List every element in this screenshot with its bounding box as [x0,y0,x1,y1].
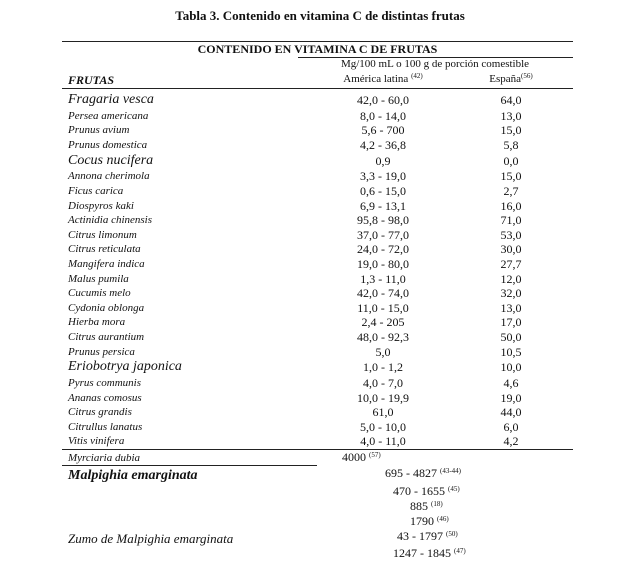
spain-value: 2,7 [503,184,519,198]
latam-value: 4,2 - 36,8 [360,138,406,152]
spain-value: 27,7 [500,257,522,271]
zumo-ref-1: (50) [446,530,458,538]
malpighia-ref-4: (46) [437,515,449,523]
fruit-name: Persea americana [68,109,149,122]
malpighia-ref-2: (45) [448,485,460,493]
fruit-name: Citrullus lanatus [68,420,143,433]
fruit-name: Vitis vinifera [68,435,125,448]
latam-value: 4,0 - 7,0 [363,376,403,390]
spain-value: 13,0 [500,300,522,315]
spain-value: 10,0 [500,360,522,375]
latam-value: 61,0 [372,405,394,420]
latam-value: 4,0 - 11,0 [360,434,406,449]
malpighia-value-3: 885 $^{(18)}$ [410,499,443,513]
fruit-name: Cocus nucifera [68,152,154,168]
latam-reference: (42) [411,72,423,80]
fruit-name: Citrus reticulata [68,243,141,256]
spain-value: 32,0 [500,286,522,301]
myrciaria-fruit: Myrciaria dubia [68,452,140,464]
myrciaria-rule [62,465,317,466]
spain-value: 50,0 [500,330,522,344]
spain-value: 44,0 [500,405,522,420]
spain-value: 0,0 [503,153,519,168]
fruit-name: Prunus avium [68,124,130,137]
fruit-name: Citrus limonum [68,228,137,241]
table-title: CONTENIDO EN VITAMINA C DE FRUTAS [197,42,438,56]
zumo-ref-2: (47) [454,547,466,555]
spain-value: 64,0 [500,93,522,107]
spain-value: 71,0 [500,213,522,228]
latam-value: 3,3 - 19,0 [360,169,406,184]
latam-value: 95,8 - 98,0 [357,213,409,228]
myrciaria-reference: (57) [369,451,381,459]
fruit-name: Cydonia oblonga [68,301,145,314]
fruit-name: Actinidia chinensis [68,214,153,227]
latam-value: 0,6 - 15,0 [360,184,406,198]
fruit-name: Fragaria vesca [68,92,154,107]
latam-value: 10,0 - 19,9 [357,390,409,405]
malpighia-value-1: 695 - 4827 $^{(43-44)}$ [385,466,461,480]
latam-value: 5,0 - 10,0 [360,419,406,434]
spain-value: 6,0 [503,419,519,434]
fruit-name: Prunus domestica [68,139,148,151]
latam-value: 1,3 - 11,0 [360,271,406,286]
malpighia-ref-3: (18) [431,500,443,508]
latam-value: 42,0 - 60,0 [357,93,409,107]
spain-value: 17,0 [500,315,522,330]
spain-value: 30,0 [500,242,522,257]
fruit-column-header: FRUTAS [68,73,115,87]
fruit-name: Ananas comosus [68,391,142,404]
fruit-name: Citrus grandis [68,406,132,419]
fruit-name: Eriobotrya japonica [68,359,182,375]
latam-value: 8,0 - 14,0 [360,108,406,123]
spain-value: 15,0 [500,123,522,138]
fruit-name: Prunus persica [68,345,135,358]
malpighia-ref-1: (43-44) [440,467,461,475]
spain-value: 10,5 [500,344,522,359]
latam-value: 37,0 - 77,0 [357,227,409,242]
malpighia-fruit: Malpighia emarginata [68,468,198,483]
fruit-name: Hierba mora [68,316,126,329]
spain-value: 5,8 [503,138,519,152]
latam-value: 6,9 - 13,1 [360,198,406,213]
fruit-name: Diospyros kaki [68,199,134,212]
fruit-name: Pyrus communis [68,377,142,389]
zumo-fruit: Zumo de Malpighia emarginata [68,531,234,546]
myrciaria-value: 4000 $^{(57)}$ [342,450,381,464]
unit-header: Mg/100 mL o 100 g de porción comestible [340,58,530,70]
spain-value: 13,0 [500,108,522,123]
latam-value: 11,0 - 15,0 [357,300,409,315]
fruit-name: Ficus carica [68,185,124,197]
latam-value: 5,6 - 700 [361,123,405,138]
latam-value: 19,0 - 80,0 [357,257,409,271]
latam-value: 2,4 - 205 [361,315,405,330]
header-bottom-rule [62,88,573,89]
spain-reference: (56) [521,72,533,80]
fruit-name: Malus pumila [68,272,129,285]
latam-value: 5,0 [375,344,391,359]
fruit-name: Citrus aurantium [68,331,145,343]
fruit-name: Mangifera indica [68,258,145,270]
zumo-value-2: 1247 - 1845 $^{(47)}$ [393,546,466,560]
spain-value: 53,0 [500,227,522,242]
fruit-name: Cucumis melo [68,287,131,300]
spain-value: 4,2 [503,434,519,449]
spain-value: 4,6 [503,376,519,390]
spain-value: 16,0 [500,198,522,213]
malpighia-value-2: 470 - 1655 $^{(45)}$ [393,484,460,498]
spain-column-header: España$^{(56)}$ [489,72,533,85]
latam-value: 42,0 - 74,0 [357,286,409,301]
latam-value: 0,9 [375,153,391,168]
spain-value: 19,0 [500,390,522,405]
table-bottom-rule [62,449,573,450]
latam-column-header: América latina $^{(42)}$ [343,72,423,85]
latam-value: 48,0 - 92,3 [357,330,409,344]
latam-value: 24,0 - 72,0 [357,242,409,257]
latam-value: 1,0 - 1,2 [363,360,403,375]
fruit-name: Annona cherimola [68,170,150,183]
spain-value: 12,0 [500,271,522,286]
malpighia-value-4: 1790 $^{(46)}$ [410,514,449,528]
spain-value: 15,0 [500,169,522,184]
table-caption: Tabla 3. Contenido en vitamina C de distintas frutas [175,8,465,23]
zumo-value-1: 43 - 1797 $^{(50)}$ [397,529,458,543]
